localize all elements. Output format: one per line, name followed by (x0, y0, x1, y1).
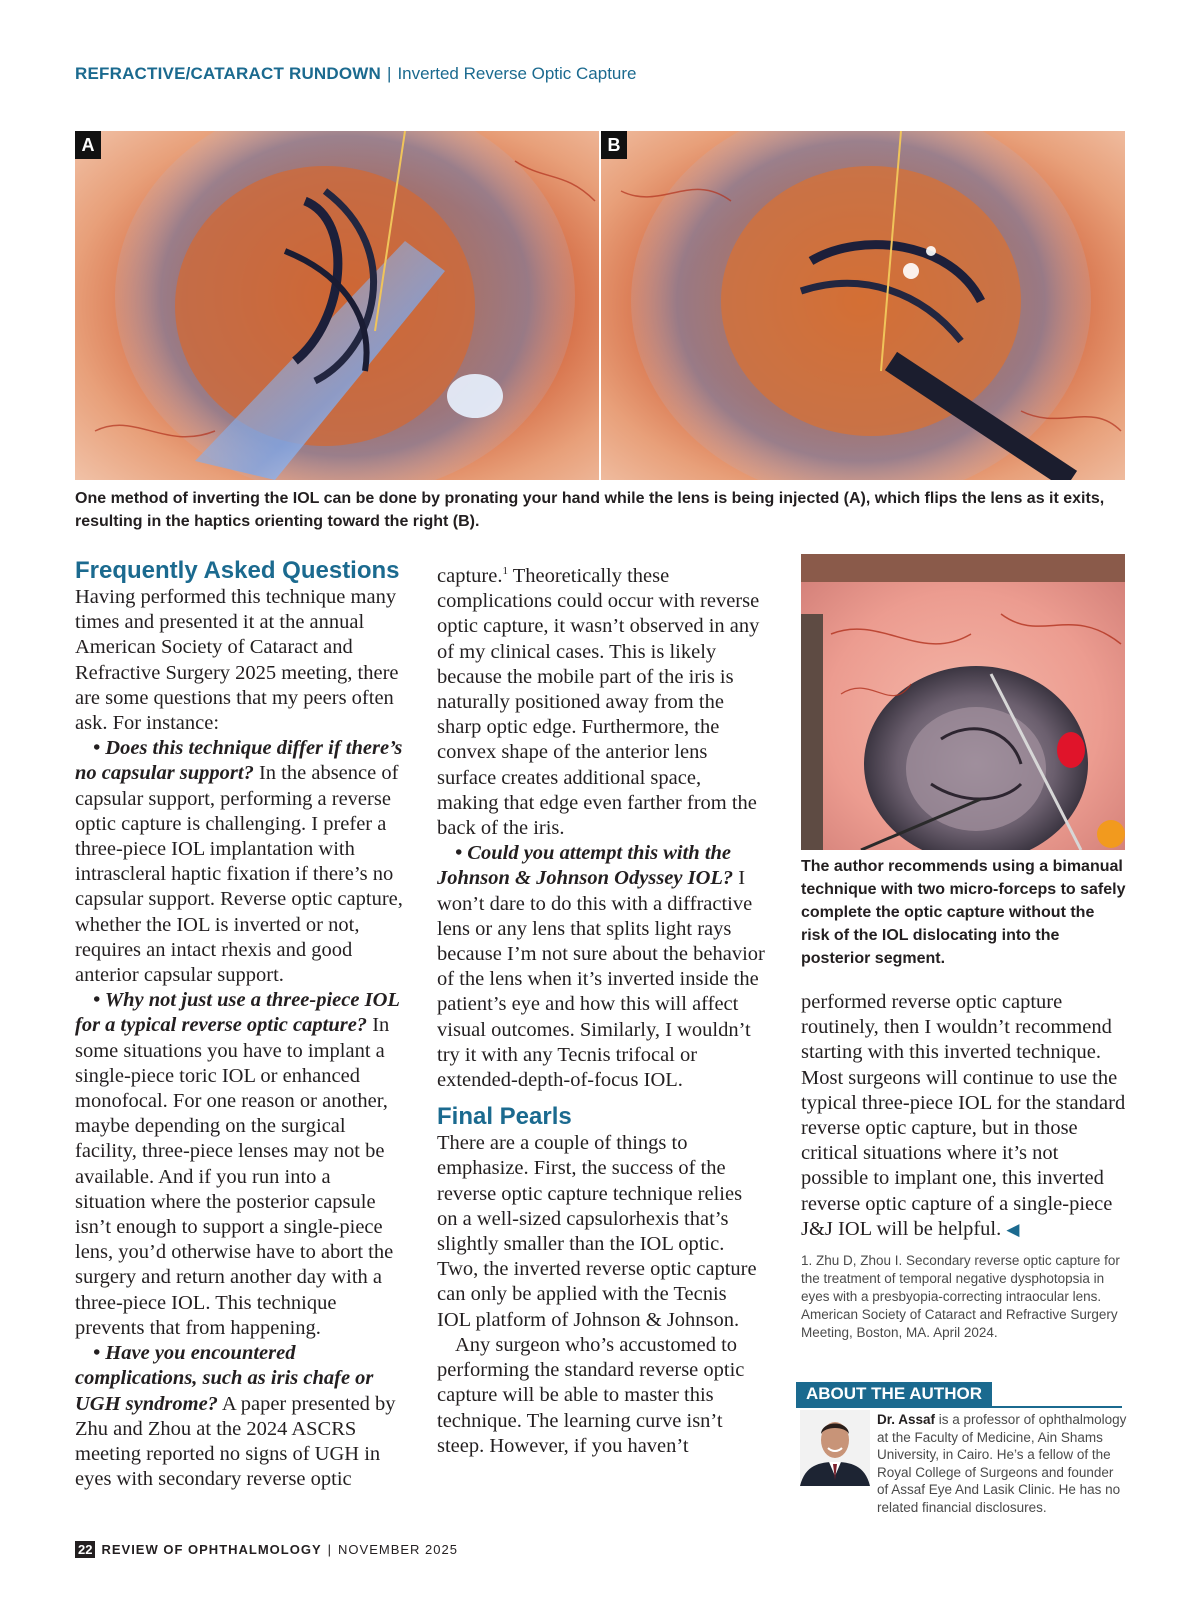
about-author-heading-label: ABOUT THE AUTHOR (796, 1382, 992, 1406)
faq-item-2 (75, 988, 405, 1341)
figure1-caption: One method of inverting the IOL can be done by pronating your hand while the lens is being injected (A), which flips the lens as it exits, resulting in the haptics orienting toward the right (B). (75, 490, 1105, 530)
faq-item-4 (437, 841, 765, 1093)
col2-paragraph-1 (437, 564, 765, 841)
author-photo (800, 1410, 870, 1486)
col2-p1-rest: Theoretically these complications could occur with reverse optic capture, it wasn’t observed in any of my clinical cases. This is likely because the mobile part of the iris is naturally positioned away from the sharp optic edge. Furthermore, the convex shape of the anterior lens surface creates additional space, making that edge even farther from the back of the iris. (437, 565, 760, 840)
column-1 (75, 557, 405, 1492)
column-3 (801, 990, 1127, 1242)
faq-question-4: • Could you attempt this with the Johnson & Johnson Odyssey IOL? (437, 842, 734, 890)
page-number: 22 (75, 1541, 95, 1558)
author-bio (877, 1411, 1127, 1516)
figure2-image (801, 554, 1125, 850)
faq-item-3 (75, 1341, 405, 1492)
figure1-panel-a-image (75, 131, 599, 480)
article-topic: Inverted Reverse Optic Capture (397, 64, 637, 83)
section-heading-faq: Frequently Asked Questions (75, 557, 400, 584)
faq-intro: Having performed this technique many times and presented it at the annual American Society of Cataract and Refractive Surgery 2025 meeting, there are some questions that my peers often ask. For instance: (75, 586, 399, 735)
faq-question-1: • Does this technique differ if there’s no capsular support? (75, 737, 403, 785)
figure1-panel-b-image (601, 131, 1125, 480)
faq-item-1 (75, 736, 405, 988)
faq-question-2: • Why not just use a three-piece IOL for a typical reverse optic capture? (75, 989, 400, 1037)
panel-a-label: A (75, 131, 101, 159)
section-label: REFRACTIVE/CATARACT RUNDOWN (75, 64, 382, 83)
footer-separator: | (327, 1542, 333, 1557)
author-bio-text: is a professor of ophthalmology at the Faculty of Medicine, Ain Shams University, in Cairo. He’s a fellow of the Royal College of Surgeons and founder of Assaf Eye And Lasik Clinic. He has no related financial disclosures. (877, 1412, 1127, 1515)
column-2 (437, 564, 765, 1459)
reference-superscript: 1 (502, 565, 508, 578)
col3-paragraph (801, 990, 1127, 1242)
pearls-paragraph-1: There are a couple of things to emphasize. First, the success of the reverse optic capture technique relies on a well-sized capsulorhexis that’s slightly smaller than the IOL optic. Two, the inverted reverse optic capture can only be applied with the Tecnis IOL platform of Johnson & Johnson. (437, 1132, 757, 1331)
page-footer (75, 1541, 458, 1558)
faq-answer-4: I won’t dare to do this with a diffractive lens or any lens that splits light rays because I’m not sure about the behavior of the lens when it’s inverted inside the patient’s eye and how this will affect visual outcomes. Similarly, I wouldn’t try it with any Tecnis trifocal or extended-depth-of-focus IOL. (437, 867, 765, 1092)
about-author-heading (796, 1382, 1122, 1408)
faq-answer-3: A paper presented by Zhu and Zhou at the 2024 ASCRS meeting reported no signs of UGH in eyes with secondary reverse optic (75, 1392, 396, 1491)
faq-question-3: • Have you encountered complications, such as iris chafe or UGH syndrome? (75, 1342, 374, 1415)
col2-p1-start: capture. (437, 565, 503, 587)
col3-text: performed reverse optic capture routinely, then I wouldn’t recommend starting with this inverted technique. Most surgeons will continue to use the typical three-piece IOL for the standard reverse optic capture, but in those critical situations where it’s not possible to implant one, this inverted reverse optic capture of a single-piece J&J IOL will be helpful. (801, 991, 1126, 1240)
running-header (75, 64, 637, 84)
pearls-paragraph-2: Any surgeon who’s accustomed to performing the standard reverse optic capture will be able to master this technique. The learning curve isn’t steep. However, if you haven’t (437, 1333, 745, 1457)
author-name: Dr. Assaf (877, 1412, 936, 1427)
faq-answer-2: In some situations you have to implant a single-piece toric IOL or enhanced monofocal. For one reason or another, maybe depending on the surgical facility, three-piece lenses may not be available. And if you run into a situation where the posterior capsule isn’t enough to support a single-piece lens, you’d otherwise have to abort the surgery and return another day with a three-piece IOL. This technique prevents that from happening. (75, 1014, 394, 1339)
section-heading-final-pearls: Final Pearls (437, 1103, 572, 1131)
reference-list: 1. Zhu D, Zhou I. Secondary reverse optic capture for the treatment of temporal negative dysphotopsia in eyes with a presbyopia-correcting intraocular lens. American Society of Cataract and Refractive Surgery Meeting, Boston, MA. April 2024. (801, 1253, 1120, 1340)
figure2-caption: The author recommends using a bimanual technique with two micro-forceps to safely complete the optic capture without the risk of the IOL dislocating into the posterior segment. (801, 858, 1126, 967)
publication-name: REVIEW OF OPHTHALMOLOGY (101, 1542, 322, 1557)
article-end-mark: ◀ (1006, 1219, 1020, 1239)
panel-b-label: B (601, 131, 627, 159)
header-separator: | (387, 64, 392, 83)
issue-date: NOVEMBER 2025 (338, 1542, 458, 1557)
faq-answer-1: In the absence of capsular support, performing a reverse optic capture is challenging. I prefer a three-piece IOL implantation with intrascleral haptic fixation if there’s no capsular support. Reverse optic capture, whether the IOL is inverted or not, requires an intact rhexis and good anterior capsular support. (75, 762, 403, 987)
